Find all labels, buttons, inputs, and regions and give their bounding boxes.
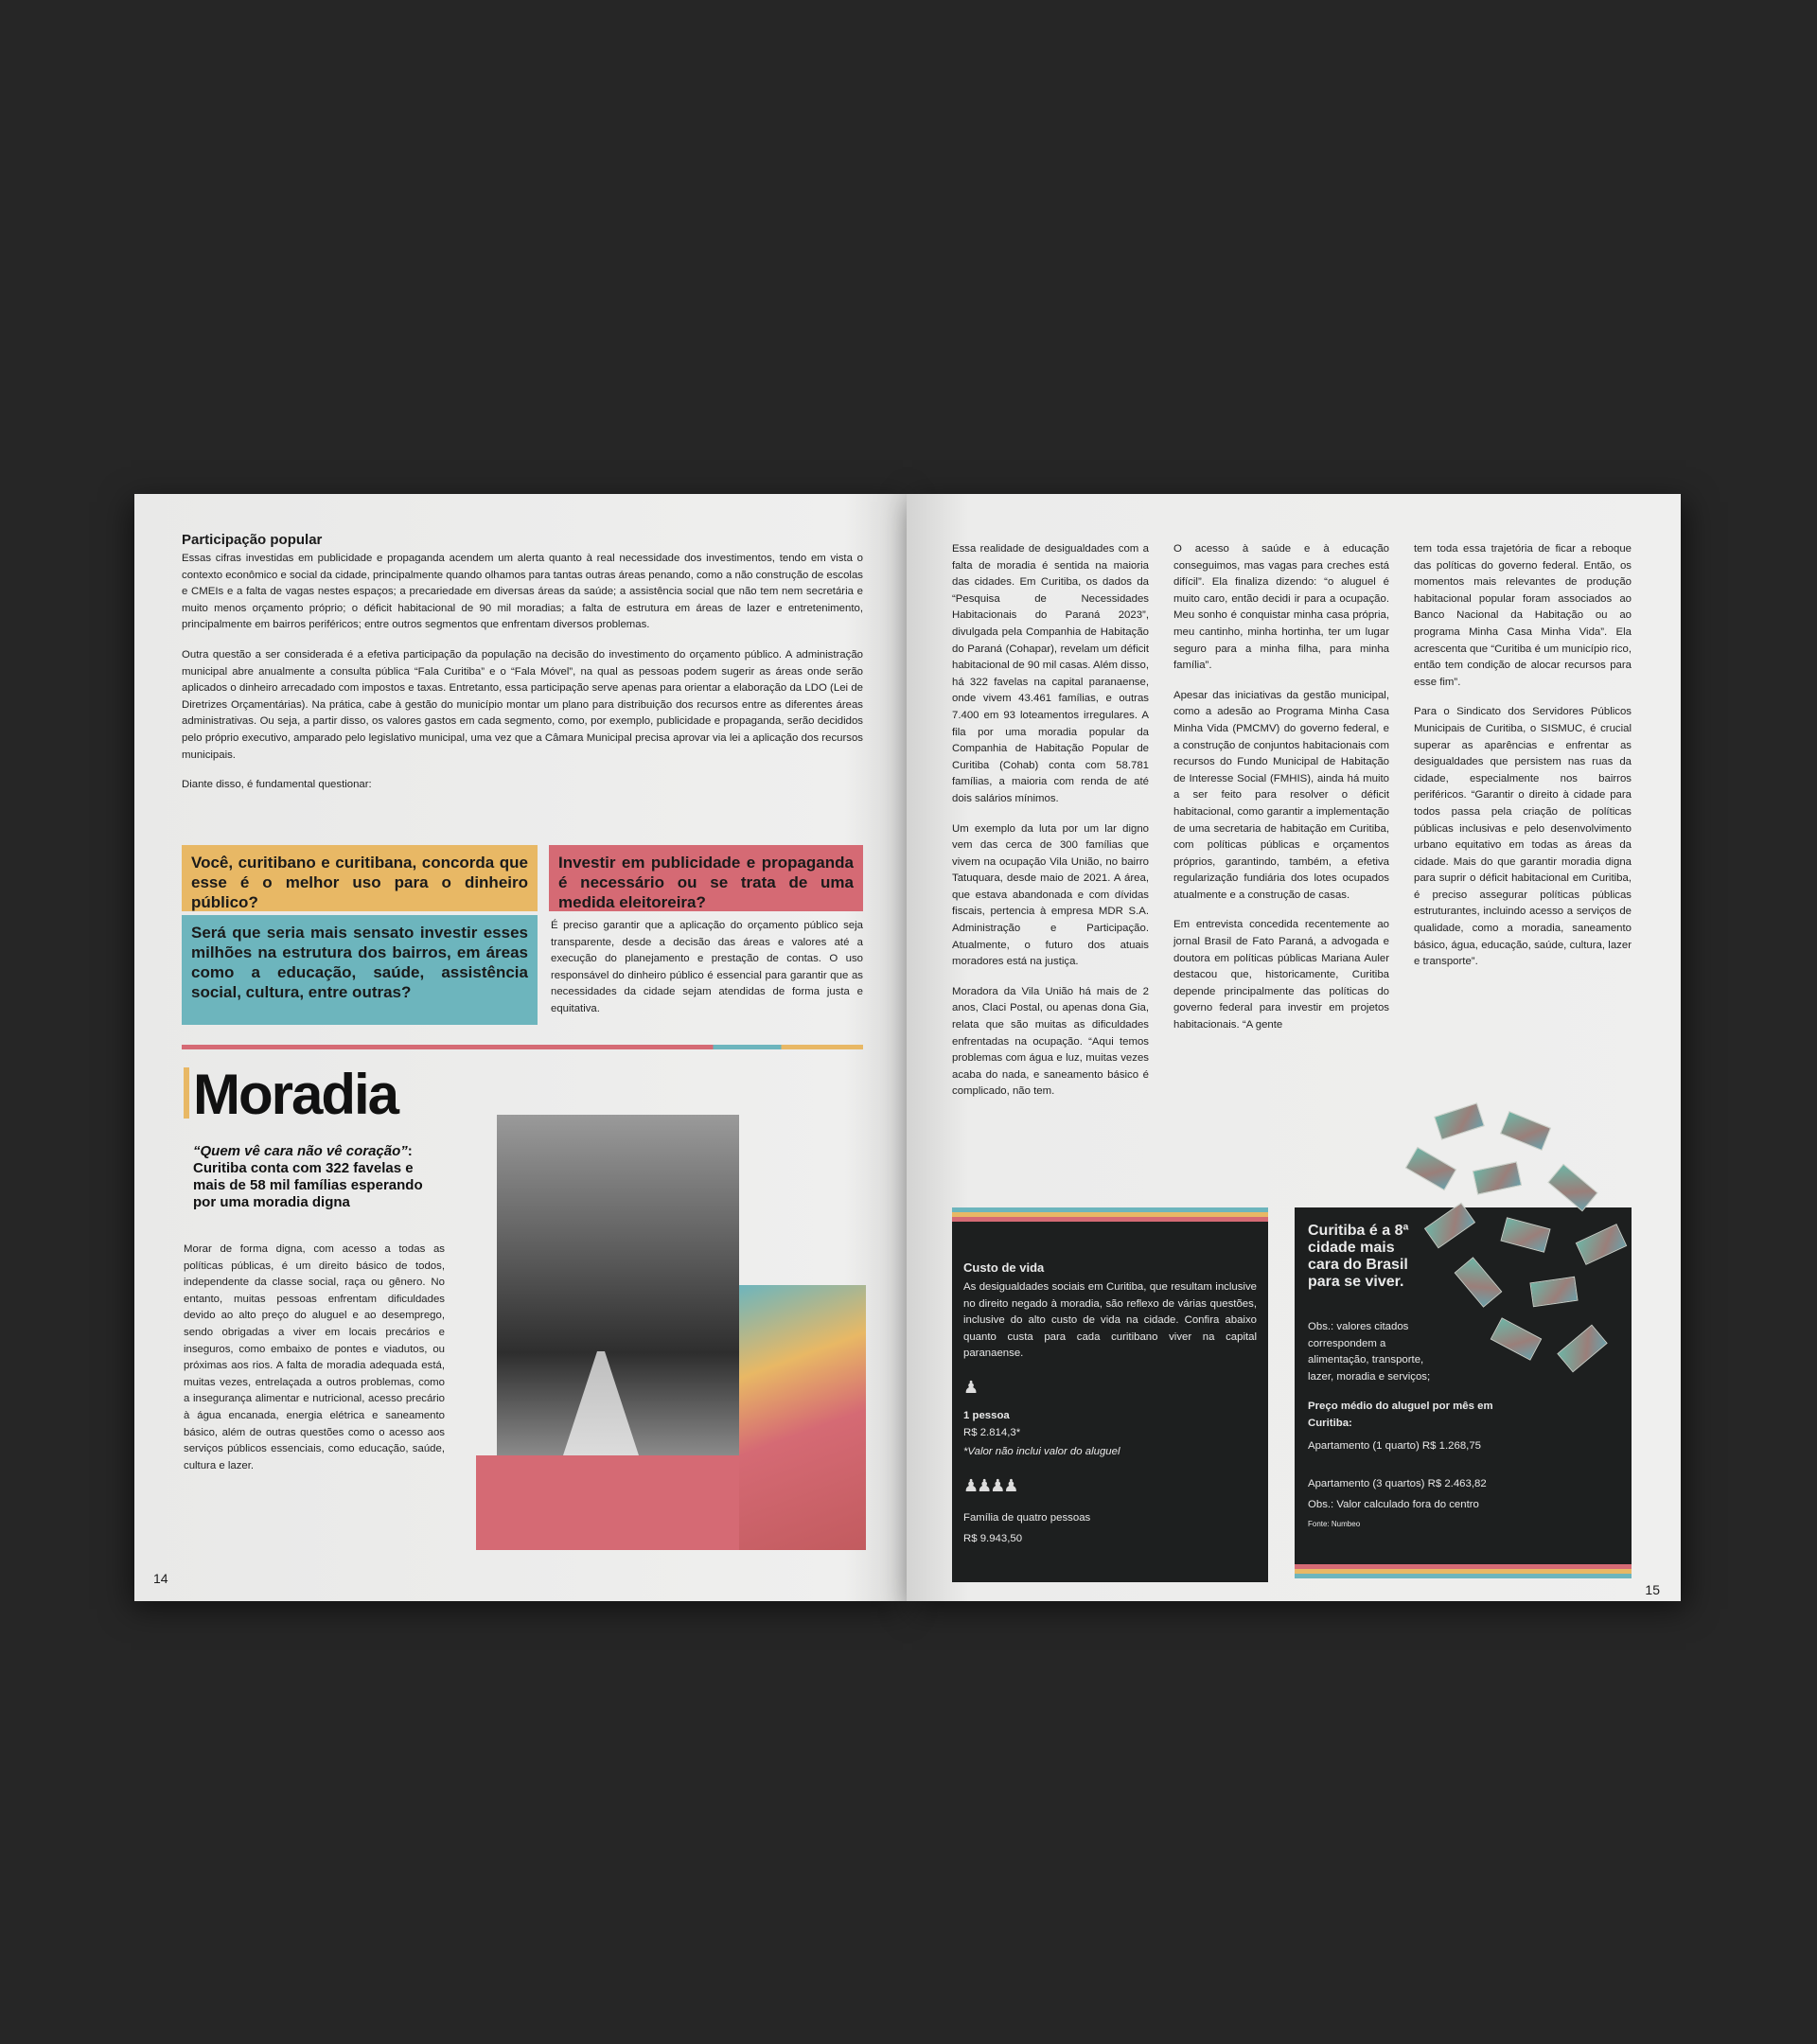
intro-text bbox=[182, 551, 863, 807]
paragraph: Em entrevista concedida recentemente ao jornal Brasil de Fato Paraná, a advogada e doutora em políticas públicas Mariana Auler destacou que, historicamente, Curitiba depende principalmente das políticas do governo federal para investir em projetos habitacionais. “A gente bbox=[1173, 919, 1389, 1031]
rent-obs2: Obs.: Valor calculado fora do centro bbox=[1308, 1499, 1479, 1510]
bill bbox=[1491, 1317, 1543, 1360]
paragraph: Um exemplo da luta por um lar digno vem das cerca de 300 famílias que vivem na ocupação Vila União, no bairro Tatuquara, desde maio de 2021. A área, que estava abandonada e com dívidas fiscais, pertencia à empresa MDR S.A. Administração e Participação. Atualmente, o futuro dos atuais moradores está na justiça. bbox=[952, 822, 1149, 968]
person-icon: ♟ bbox=[963, 1378, 979, 1397]
one-person-note: *Valor não inclui valor do aluguel bbox=[963, 1446, 1120, 1457]
question-box-red: Investir em publicidade e propaganda é necessário ou se trata de uma medida eleitoreira? bbox=[549, 845, 863, 911]
money-bills-illustration bbox=[1399, 1100, 1664, 1402]
rent-title: Preço médio do aluguel por mês em Curitiba: bbox=[1308, 1401, 1493, 1429]
bill bbox=[1576, 1224, 1627, 1265]
cost-text: As desigualdades sociais em Curitiba, que resultam inclusive no direito negado à moradia, são reflexo de várias questões, inclusive do alto custo de vida na cidade. Confira abaixo quanto custa para cada curitibano viver na capital paranaense. bbox=[963, 1281, 1257, 1360]
moradia-title: Moradia bbox=[193, 1063, 398, 1126]
rent-apt1: Apartamento (1 quarto) R$ 1.268,75 bbox=[1308, 1440, 1481, 1452]
bill bbox=[1500, 1217, 1550, 1253]
bill bbox=[1557, 1325, 1607, 1373]
paragraph: Outra questão a ser considerada é a efetiva participação da população na decisão do investimento do orçamento público. A administração municipal abre anualmente a consulta pública “Fala Curitiba” e o “Fala Móvel”, na qual as pessoas podem sugerir as áreas onde serão aplicados o dinheiro arrecadado com impostos e taxas. Entretanto, essa participação serve apenas para orientar a elaboração da LDO (Lei de Diretrizes Orçamentárias). Na prática, cabe à gestão do município montar um plano para distribuição dos recursos entre as diferentes áreas administrativas. Ou seja, a partir disso, os valores gastos em cada segmento, como, por exemplo, publicidade e propaganda, serão decididos pelo próprio executivo, amparado pelo legislativo municipal, uma vez que a Câmara Municipal precisa aprovar via lei a aplicação dos recursos municipais. bbox=[182, 648, 863, 761]
question-box-yellow: Você, curitibano e curitibana, concorda que esse é o melhor uso para o dinheiro público? bbox=[182, 845, 538, 911]
moradia-body: Morar de forma digna, com acesso a todas as políticas públicas, é um direito básico de todos, independente da classe social, raça ou gênero. No entanto, muitas pessoas enfrentam dificuldades devido ao alto preço do aluguel e ao desemprego, sendo obrigadas a viver em locais precários e inseguros, como embaixo de pontes e viadutos, ou próximas aos rios. A falta de moradia adequada está, muitas vezes, entrelaçada a outros problemas, como a insegurança alimentar e nutricional, acesso precário à água encanada, energia elétrica e saneamento básico, além de outras questões como o acesso aos serviços públicos essenciais, como educação, saúde, cultura e lazer. bbox=[184, 1243, 445, 1471]
bill bbox=[1434, 1102, 1485, 1140]
page-number: 15 bbox=[1645, 1582, 1660, 1597]
rent-obs: Obs.: valores citados correspondem a alimentação, transporte, lazer, moradia e serviços; bbox=[1308, 1321, 1431, 1383]
bill bbox=[1405, 1147, 1457, 1191]
paragraph: Essa realidade de desigualdades com a falta de moradia é sentida na maioria das cidades. Em Curitiba, os dados da “Pesquisa de Necessidades Habitacionais do Paraná 2023”, divulgada pela Companhia de Habitação do Paraná (Cohapar), revelam um déficit habitacional de 90 mil casas. Além disso, há 322 favelas na capital paranaense, onde vivem 43.461 famílias, e outras 7.400 em 93 loteamentos irregulares. A fila por uma moradia popular da Companhia de Habitação Popular de Curitiba (Cohab) conta com 58.781 famílias, a maioria com renda de até dois salários mínimos. bbox=[952, 543, 1149, 804]
transparency-text: É preciso garantir que a aplicação do orçamento público seja transparente, desde a decisão das áreas e valores até a execução do planejamento e prestação de contas. O uso responsável do dinheiro público é essencial para garantir que as necessidades da cidade sejam atendidas de forma justa e equitativa. bbox=[551, 920, 863, 1014]
street-photo-collage bbox=[497, 1115, 866, 1550]
moradia-quote: “Quem vê cara não vê coração” bbox=[193, 1143, 408, 1159]
bill bbox=[1473, 1161, 1522, 1194]
color-bars bbox=[952, 1207, 1268, 1222]
moradia-subtitle bbox=[193, 1143, 447, 1211]
left-page bbox=[134, 494, 907, 1601]
moradia-subtitle-text: : Curitiba conta com 322 favelas e mais de 58 mil famílias esperando por uma moradia digna bbox=[193, 1143, 423, 1210]
color-stripe bbox=[182, 1045, 863, 1049]
colored-houses-photo bbox=[739, 1285, 866, 1550]
paragraph: Moradora da Vila União há mais de 2 anos, Claci Postal, ou apenas dona Gia, relata que são muitas as dificuldades enfrentadas na ocupação. “Aqui temos problemas com água e luz, muitas vezes acaba do nada, e saneamento básico é complicado, não tem. bbox=[952, 985, 1149, 1098]
bill bbox=[1547, 1164, 1597, 1212]
rent-source: Fonte: Numbeo bbox=[1308, 1520, 1361, 1528]
question-box-teal: Será que seria mais sensato investir esses milhões na estrutura dos bairros, em áreas como a educação, saúde, assistência social, cultura, entre outras? bbox=[182, 915, 538, 1025]
paragraph: Apesar das iniciativas da gestão municipal, como a adesão ao Programa Minha Casa Minha Vida (PMCMV) do governo federal, e a construção de conjuntos habitacionais com recursos do Fundo Municipal de Habitação de Interesse Social (FMHIS), ainda há muito a ser feito para resolver o déficit habitacional, como garantir a implementação de uma secretaria de habitação em Curitiba, com políticas públicas e orçamentos próprios, garantindo, também, a efetiva regularização fundiária dos lotes ocupados atualmente e a construção de casas. bbox=[1173, 689, 1389, 901]
title-accent bbox=[184, 1067, 189, 1119]
bill bbox=[1455, 1257, 1503, 1307]
section-title: Participação popular bbox=[182, 532, 323, 548]
paragraph: O acesso à saúde e à educação conseguimos, mas vagas para creches está difícil”. Ela finaliza dizendo: “o aluguel é muito caro, então decidi ir para a ocupação. Meu sonho é conquistar minha casa própria, meu cantinho, minha hortinha, ter um lugar seguro para a minha filha, para minha família”. bbox=[1173, 543, 1389, 672]
page-number: 14 bbox=[153, 1571, 168, 1586]
cost-title: Custo de vida bbox=[963, 1260, 1045, 1275]
right-page bbox=[907, 494, 1681, 1601]
column-3 bbox=[1414, 541, 1632, 984]
family-value: R$ 9.943,50 bbox=[963, 1533, 1023, 1544]
column-1 bbox=[952, 541, 1149, 1114]
column-2 bbox=[1173, 541, 1389, 1048]
one-person-value: R$ 2.814,3* bbox=[963, 1427, 1021, 1438]
paragraph: Para o Sindicato dos Servidores Públicos Municipais de Curitiba, o SISMUC, é crucial superar as aparências e enfrentar as desigualdades que persistem nas ruas da cidade, especialmente nos bairros periféricos. “Garantir o direito à cidade para todos passa pela criação de políticas públicas inclusivas e pelo desenvolvimento urbano equitativo em todas as áreas da cidade. Mais do que garantir moradia digna para suprir o déficit habitacional em Curitiba, é preciso assegurar políticas públicas estruturantes, incluindo acesso a serviços de qualidade, como a moradia, saneamento básico, água, educação, saúde, cultura, lazer e transporte”. bbox=[1414, 706, 1632, 968]
paragraph: Diante disso, é fundamental questionar: bbox=[182, 779, 372, 791]
one-person-label: 1 pessoa bbox=[963, 1410, 1010, 1421]
road bbox=[563, 1351, 639, 1455]
bill bbox=[1500, 1111, 1551, 1151]
bill bbox=[1424, 1203, 1475, 1249]
family-label: Família de quatro pessoas bbox=[963, 1512, 1091, 1524]
street-photo bbox=[497, 1115, 739, 1455]
rent-apt3: Apartamento (3 quartos) R$ 2.463,82 bbox=[1308, 1478, 1487, 1489]
bill bbox=[1529, 1277, 1578, 1307]
color-bars bbox=[1295, 1564, 1632, 1578]
family-icon: ♟♟♟♟ bbox=[963, 1476, 1017, 1495]
paragraph: Essas cifras investidas em publicidade e propaganda acendem um alerta quanto à real necessidade dos investimentos, tendo em vista o contexto econômico e social da cidade, principalmente quando olhamos para tantas outras áreas penando, como a não construção de escolas e CMEIs e a falta de vagas nestes espaços; a precariedade em diversas áreas da saúde; a assistência social que não tem nem secretária e muito menos orçamento próprio; o déficit habitacional de 90 mil moradias; a falta de estrutura em áreas de lazer e entretenimento, principalmente em bairros periféricos; entre outros segmentos que enfrentam diversos problemas. bbox=[182, 553, 863, 631]
paragraph: tem toda essa trajetória de ficar a reboque das políticas do governo federal. Então, os momentos mais relevantes de produção habitacional popular foram associados ao Banco Nacional da Habitação ou ao programa Minha Casa Minha Vida”. Ela acrescenta que “Curitiba é um município rico, então tem condição de alocar recursos para esse fim”. bbox=[1414, 543, 1632, 688]
rent-box-title: Curitiba é a 8ª cidade mais cara do Brasil para se viver. bbox=[1308, 1223, 1409, 1290]
cost-of-living-box bbox=[952, 1207, 1268, 1582]
